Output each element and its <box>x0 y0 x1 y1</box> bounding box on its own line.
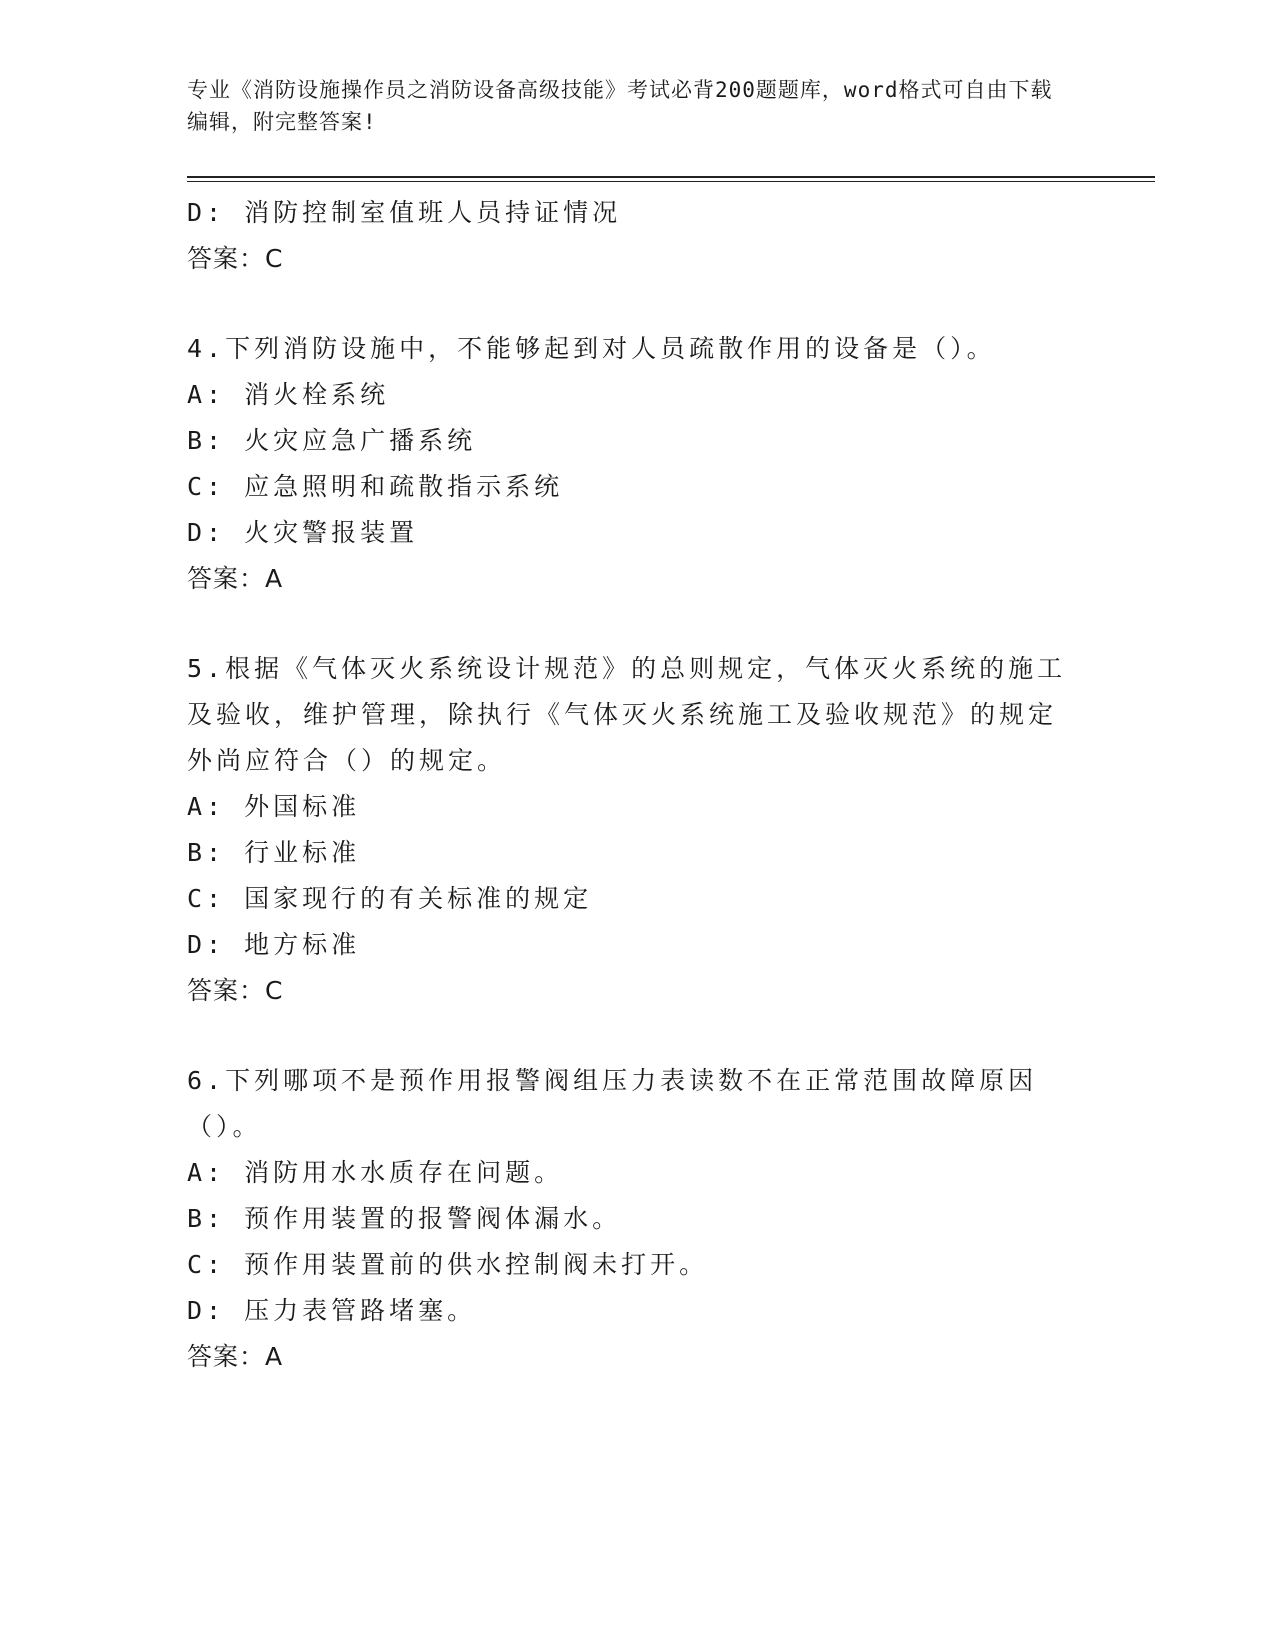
question-6 <box>187 1058 1067 1380</box>
question-5 <box>187 646 1067 1014</box>
partial-question <box>187 190 1067 282</box>
question-text: 4.下列消防设施中，不能够起到对人员疏散作用的设备是（）。 <box>187 334 996 363</box>
answer-line: 答案：C <box>187 244 284 273</box>
option-c: C: 国家现行的有关标准的规定 <box>187 884 593 913</box>
answer-line: 答案：A <box>187 1342 284 1371</box>
option-d: D: 地方标准 <box>187 930 361 959</box>
question-4 <box>187 326 1067 602</box>
option-c: C: 预作用装置前的供水控制阀未打开。 <box>187 1250 709 1279</box>
option-d: D: 压力表管路堵塞。 <box>187 1296 477 1325</box>
question-list <box>187 190 1067 1380</box>
option-a: A: 消防用水水质存在问题。 <box>187 1158 564 1187</box>
divider-thick-line <box>187 176 1155 178</box>
option-d: D: 消防控制室值班人员持证情况 <box>187 198 622 227</box>
answer-line: 答案：C <box>187 976 284 1005</box>
option-a: A: 消火栓系统 <box>187 380 390 409</box>
option-b: B: 行业标准 <box>187 838 361 867</box>
option-b: B: 火灾应急广播系统 <box>187 426 477 455</box>
question-text: 5.根据《气体灭火系统设计规范》的总则规定，气体灭火系统的施工及验收，维护管理，除执行《气体灭火系统施工及验收规范》的规定外尚应符合（）的规定。 <box>187 654 1067 775</box>
document-header: 专业《消防设施操作员之消防设备高级技能》考试必背200题题库，word格式可自由下载编辑，附完整答案! <box>187 78 1053 134</box>
divider-thin-line <box>187 181 1155 182</box>
header-divider <box>187 176 1155 182</box>
answer-line: 答案：A <box>187 564 284 593</box>
option-c: C: 应急照明和疏散指示系统 <box>187 472 564 501</box>
question-text: 6.下列哪项不是预作用报警阀组压力表读数不在正常范围故障原因（）。 <box>187 1066 1038 1141</box>
option-d: D: 火灾警报装置 <box>187 518 419 547</box>
option-a: A: 外国标准 <box>187 792 361 821</box>
option-b: B: 预作用装置的报警阀体漏水。 <box>187 1204 622 1233</box>
